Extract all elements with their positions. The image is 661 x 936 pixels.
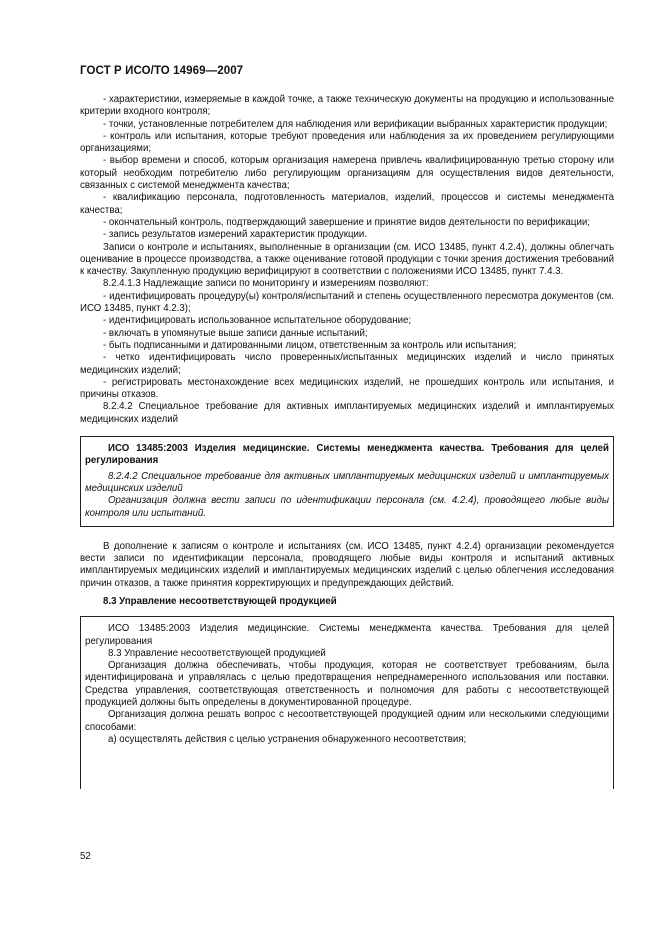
box-line: 8.2.4.2 Специальное требование для активных имплантируемых медицинских изделий и имплантируемых медицинских изделий	[85, 470, 609, 494]
list-item: - идентифицировать процедуру(ы) контроля/испытаний и степень осуществленного пересмотра документов (см. ИСО 13485, пункт 4.2.3);	[80, 290, 614, 315]
page-header: ГОСТ Р ИСО/ТО 14969—2007	[80, 65, 244, 77]
list-item: - характеристики, измеряемые в каждой точке, а также техническую документы на продукцию и использованные критерии входного контроля;	[80, 94, 614, 118]
section-heading: 8.3 Управление несоответствующей продукцией	[103, 595, 337, 607]
body-text	[80, 94, 614, 789]
box-line: Организация должна обеспечивать, чтобы продукция, которая не соответствует требованиям, была идентифицирована и управлялась с целью предотвращения непреднамеренного использования или поставки. Средства управления, соответствующая ответственность и полномочия для работы с несоответствующей продукцией должны быть определены в документированной процедуре.	[85, 660, 609, 709]
list-item: - выбор времени и способ, которым организация намерена привлечь квалифицированную третью сторону или который необходим потребителю либо регулирующим организациям для осуществления видов деятельности, связанных с системой менеджмента качества;	[80, 155, 614, 192]
page-number: 52	[80, 851, 91, 862]
paragraph: В дополнение к записям о контроле и испытаниях (см. ИСО 13485, пункт 4.2.4) организации рекомендуется вести записи по идентификации персонала, проводящего любые виды контроля и испытаний активных имплантируемых медицинских изделий и имплантируемых медицинских изделий с целью облегчения исследования причин отказов, а также принятия корректирующих и предупреждающих действий.	[80, 540, 614, 589]
list-item: - четко идентифицировать число проверенных/испытанных медицинских изделий и число принятых медицинских изделий;	[80, 352, 614, 376]
clause-8-2-4-1-3: 8.2.4.1.3 Надлежащие записи по мониторингу и измерениям позволяют:	[103, 278, 429, 290]
paragraph: Записи о контроле и испытаниях, выполненные в организации (см. ИСО 13485, пункт 4.2.4), должны облегчать оценивание в процессе производства, а также оценивание готовой продукции с точки зрения достижения требований к качеству. Закупленную продукцию верифицируют в соответствии с положениями ИСО 13485, пункт 7.4.3.	[80, 241, 614, 278]
list-item: - включать в упомянутые выше записи данные испытаний;	[103, 327, 368, 339]
box-title: ИСО 13485:2003 Изделия медицинские. Системы менеджмента качества. Требования для целей регулирования	[85, 623, 609, 647]
box-line: Организация должна решать вопрос с несоответствующей продукцией одним или несколькими следующими способами:	[85, 709, 609, 733]
box-heading: 8.3 Управление несоответствующей продукцией	[108, 647, 326, 659]
box-line: а) осуществлять действия с целью устранения обнаруженного несоответствия;	[108, 733, 467, 745]
list-item: - запись результатов измерений характеристик продукции.	[103, 229, 368, 241]
list-item: - окончательный контроль, подтверждающий завершение и принятие видов деятельности по верификации;	[103, 216, 590, 228]
list-item: - регистрировать местонахождение всех медицинских изделий, не прошедших контроль или испытания, и причины отказов.	[80, 376, 614, 401]
list-item: - точки, установленные потребителем для наблюдения или верификации выбранных характеристик продукции;	[103, 118, 608, 130]
box-line: Организация должна вести записи по идентификации персонала (см. 4.2.4), проводящего любые виды контроля или испытаний.	[85, 495, 609, 519]
iso-quote-box-1	[80, 436, 614, 527]
list-item: - квалификацию персонала, подготовленность материалов, изделий, процессов и системы менеджмента качества;	[80, 192, 614, 216]
iso-quote-box-2	[80, 616, 614, 789]
list-item: - быть подписанными и датированными лицом, ответственным за контроль или испытания;	[103, 339, 517, 351]
list-item: - контроль или испытания, которые требуют проведения или наблюдения за их проведением регулирующими организациями;	[80, 130, 614, 155]
list-item: - идентифицировать использованное испытательное оборудование;	[103, 315, 412, 327]
box-title: ИСО 13485:2003 Изделия медицинские. Системы менеджмента качества. Требования для целей регулирования	[85, 443, 609, 467]
clause-8-2-4-2: 8.2.4.2 Специальное требование для активных имплантируемых медицинских изделий и имплантируемых медицинских изделий	[80, 401, 614, 425]
